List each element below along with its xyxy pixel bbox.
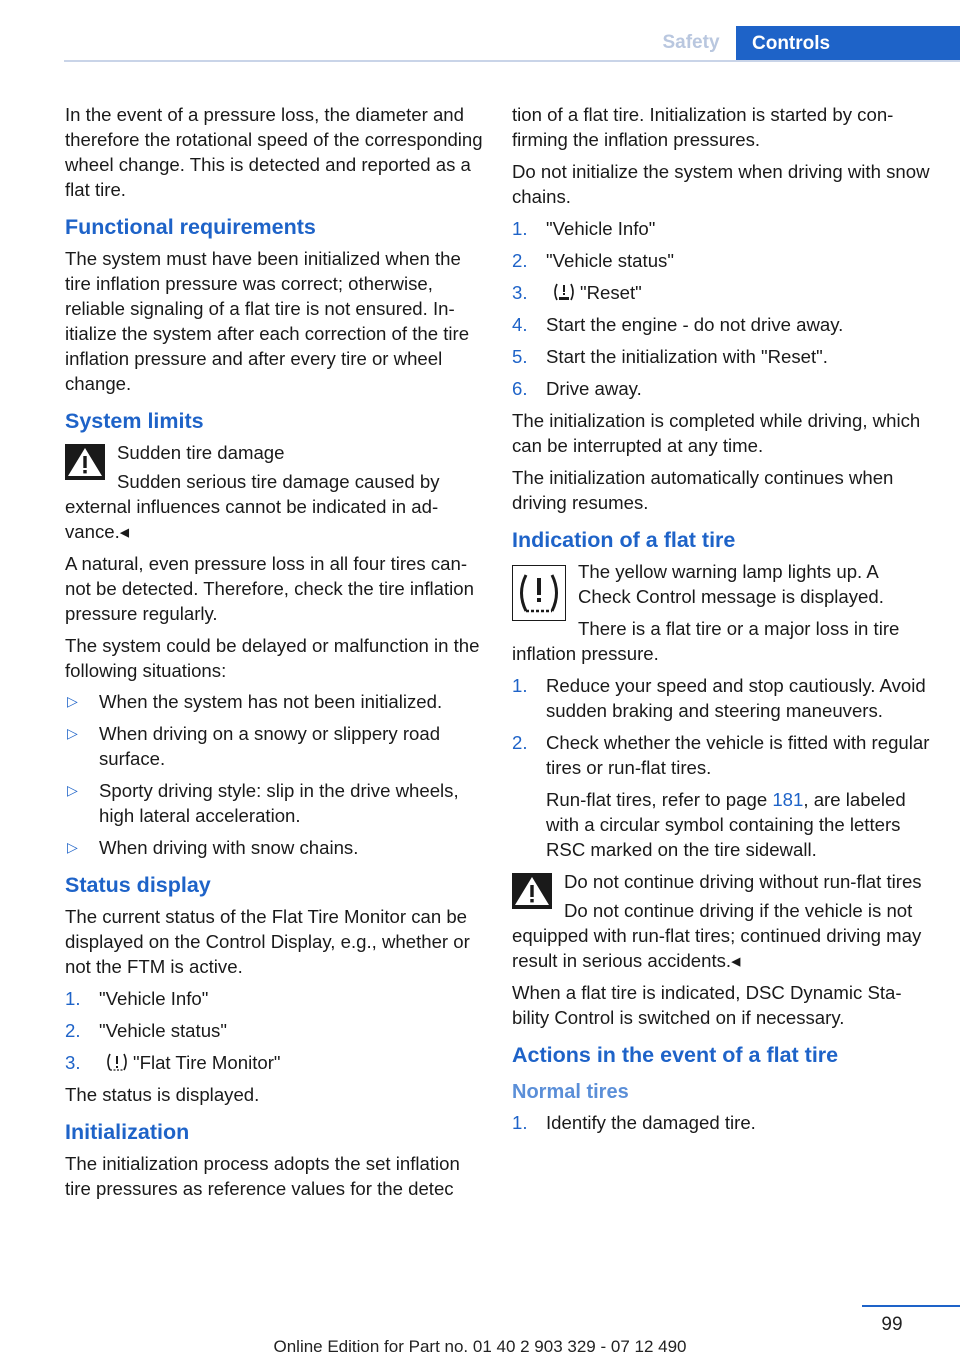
warning-title: Do not continue driving without run-flat tires	[564, 871, 922, 892]
situations-list	[65, 689, 483, 860]
initialization-continued: tion of a flat tire. Initialization is started by confirming the inflation pressures.	[512, 104, 894, 150]
header-rule	[64, 60, 960, 62]
actions-heading: Actions in the event of a flat tire	[512, 1043, 839, 1067]
warning-title: Sudden tire damage	[117, 442, 285, 463]
list-item: 5. Start the initialization with "Reset".	[512, 346, 828, 367]
list-item: 4. Start the engine - do not drive away.	[512, 314, 844, 335]
status-result: The status is displayed.	[65, 1084, 260, 1105]
initialization-steps	[512, 216, 930, 401]
list-item: 3. "Flat Tire Monitor"	[65, 1052, 281, 1073]
completed-text: The initialization is completed while driving, which can be interrupted at any time.	[512, 410, 921, 456]
list-item: 1. "Vehicle Info"	[512, 218, 656, 239]
list-item: 2. "Vehicle status"	[512, 250, 674, 271]
status-display-text: The current status of the Flat Tire Monitor can be displayed on the Control Display, e.g., whether or not the FTM is active.	[65, 906, 470, 977]
list-item: ▷ Sporty driving style: slip in the drive wheels, high lateral acceleration.	[67, 780, 459, 826]
list-item: 2. "Vehicle status"	[65, 1020, 227, 1041]
warning-lamp-text: The yellow warning lamp lights up. A Check Control message is displayed.	[578, 561, 884, 607]
list-item: 1. Identify the damaged tire.	[512, 1112, 756, 1133]
edition-footer: Online Edition for Part no. 01 40 2 903 329 - 07 12 490	[273, 1337, 687, 1356]
right-column	[512, 102, 930, 1142]
page-number: 99	[881, 1314, 903, 1335]
natural-loss-paragraph: A natural, even pressure loss in all four tires cannot be detected. Therefore, check the tire inflation pressure regularly.	[65, 553, 474, 624]
normal-tires-heading: Normal tires	[512, 1081, 629, 1103]
functional-requirements-heading: Functional requirements	[65, 215, 316, 239]
delayed-intro: The system could be delayed or malfunction in the following situations:	[65, 635, 480, 681]
footer-rule	[862, 1305, 960, 1307]
flat-tire-steps	[512, 673, 930, 862]
sudden-damage-warning	[65, 440, 483, 544]
initialization-heading: Initialization	[65, 1120, 190, 1144]
list-item: ▷ When driving with snow chains.	[67, 837, 359, 858]
warning-text: Sudden serious tire damage caused by external influences cannot be indicated in advance.◂	[65, 471, 440, 542]
functional-requirements-text: The system must have been initialized when the tire inflation pressure was correct; otherwise, reliable signaling of a flat tire is not ensured. Initialize the system after each correction of the tire inflation pressure and after every tire or wheel change.	[65, 248, 470, 394]
list-item: 3. "Reset"	[512, 282, 642, 303]
list-item: 6. Drive away.	[512, 378, 642, 399]
status-display-heading: Status display	[65, 873, 211, 897]
list-item: ▷ When driving on a snowy or slippery road surface.	[67, 723, 441, 769]
runflat-note: Run-flat tires, refer to page 181, are labeled with a circular symbol containing the letters RSC marked on the tire sidewall.	[546, 789, 906, 860]
triangle-bullet-icon: ▷	[67, 782, 78, 798]
tab-controls[interactable]: Controls	[736, 26, 960, 62]
run-flat-warning	[512, 869, 930, 973]
intro-paragraph: In the event of a pressure loss, the diameter and therefore the rotational speed of the corresponding wheel change. This is detected and reported as a flat tire.	[65, 104, 483, 200]
initialization-text: The initialization process adopts the set inflation tire pressures as reference values for the detec	[65, 1153, 460, 1199]
flat-tire-indication-heading: Indication of a flat tire	[512, 528, 736, 552]
warning-lamp-block	[512, 559, 930, 666]
tire-pressure-warning-lamp-icon	[512, 565, 566, 621]
warning-triangle-icon	[512, 873, 552, 909]
page-reference-link[interactable]: 181	[772, 789, 804, 810]
list-item: 1. "Vehicle Info"	[65, 988, 209, 1009]
list-item: 1. Reduce your speed and stop cautiously. Avoid sudden braking and steering maneuvers.	[512, 675, 926, 721]
continues-text: The initialization automatically continues when driving resumes.	[512, 467, 894, 513]
flat-tire-monitor-icon	[105, 1052, 129, 1072]
no-snow-chains-text: Do not initialize the system when driving with snow chains.	[512, 161, 930, 207]
status-steps	[65, 986, 483, 1075]
list-item: 2. Check whether the vehicle is fitted with regular tires or run-flat tires. Run-flat tires, refer to page 181, are labeled with a circular symbol containing the letters RSC marked on the tire sidewall.	[512, 732, 930, 860]
warning-text: Do not continue driving if the vehicle is not equipped with run-flat tires; continued driving may result in serious accidents.◂	[512, 900, 922, 971]
list-item: ▷ When the system has not been initialized.	[67, 691, 443, 712]
left-column	[65, 102, 483, 1208]
triangle-bullet-icon: ▷	[67, 839, 78, 855]
warning-lamp-text-2: There is a flat tire or a major loss in tire inflation pressure.	[512, 618, 900, 664]
triangle-bullet-icon: ▷	[67, 725, 78, 741]
normal-tires-steps	[512, 1110, 930, 1135]
tire-reset-icon	[552, 282, 576, 302]
system-limits-heading: System limits	[65, 409, 204, 433]
dsc-text: When a flat tire is indicated, DSC Dynamic Stability Control is switched on if necessary.	[512, 982, 902, 1028]
triangle-bullet-icon: ▷	[67, 693, 78, 709]
warning-triangle-icon	[65, 444, 105, 480]
tab-safety[interactable]: Safety	[662, 32, 720, 53]
